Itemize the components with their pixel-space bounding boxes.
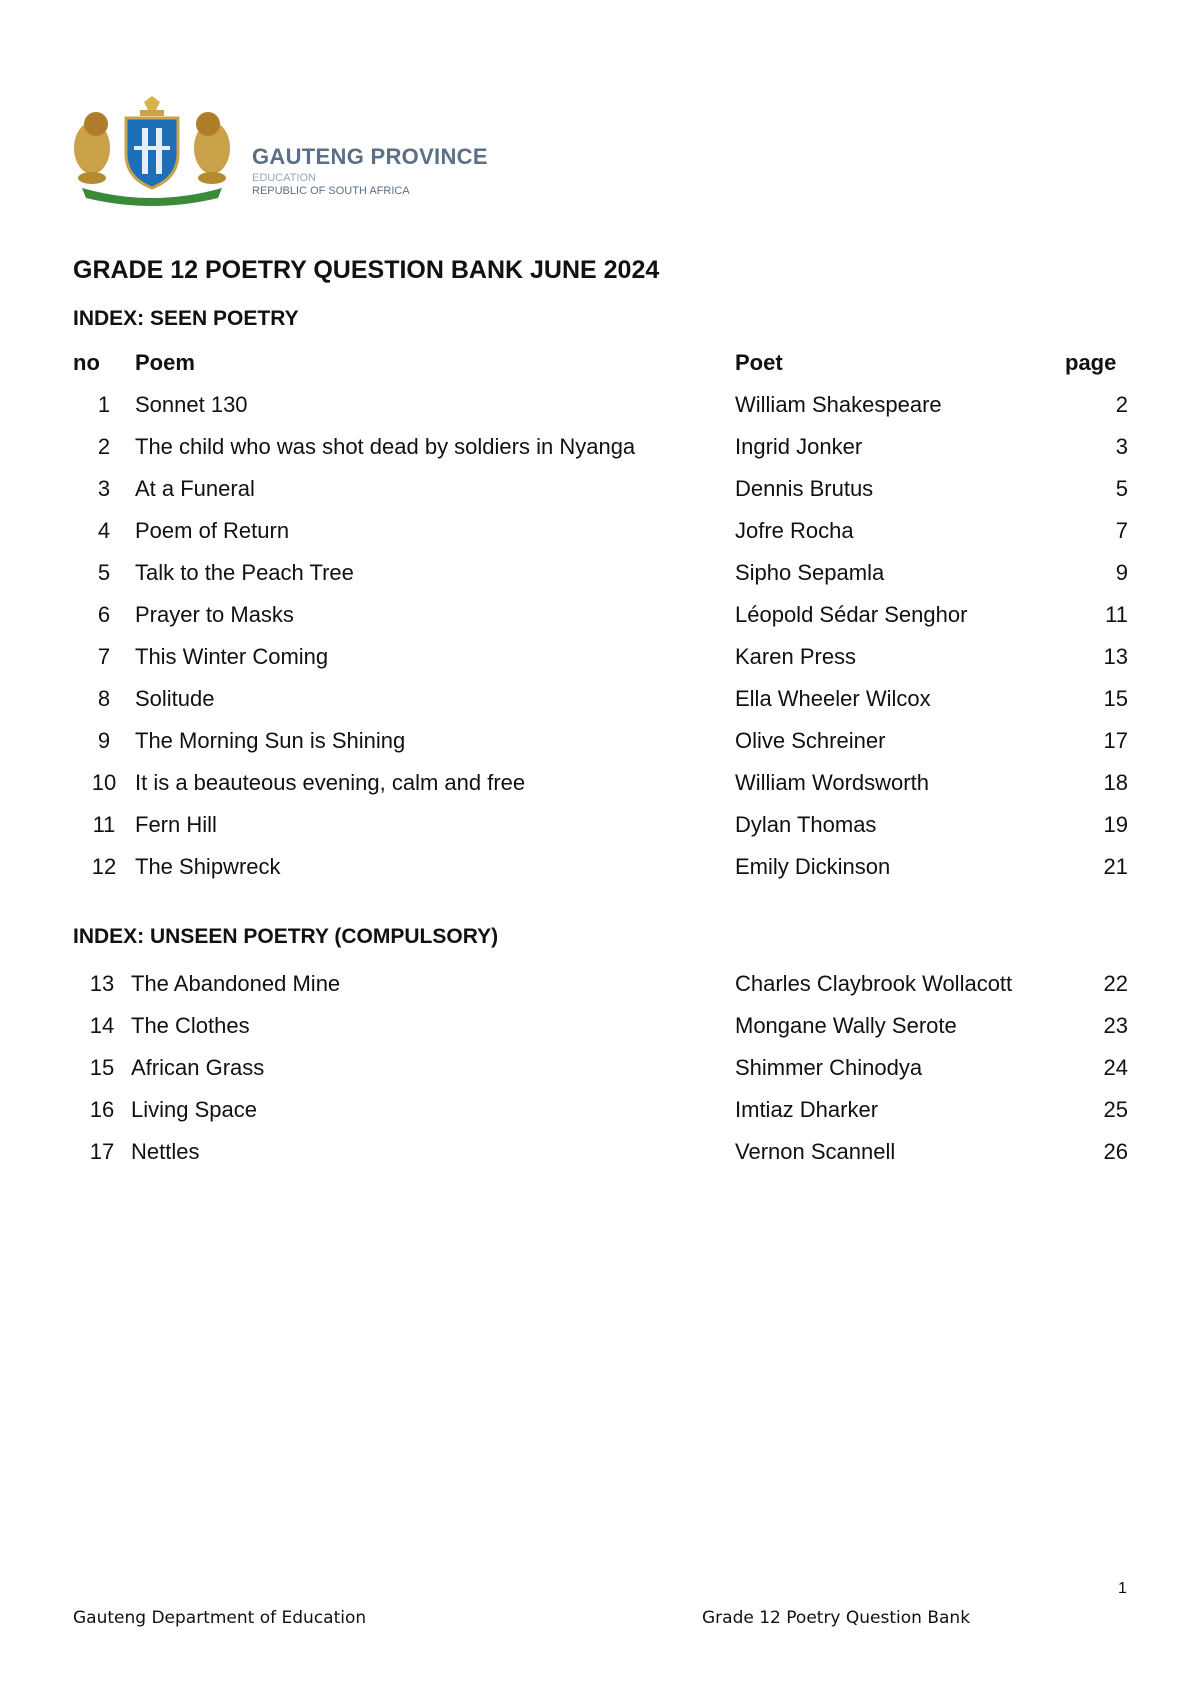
cell-poem: This Winter Coming [135, 644, 329, 669]
table-row [73, 804, 1128, 846]
page-title: GRADE 12 POETRY QUESTION BANK JUNE 2024 [73, 256, 660, 284]
cell-poem: The Shipwreck [135, 854, 281, 879]
cell-no: 1 [97, 392, 111, 417]
table-row [73, 426, 1128, 468]
cell-no: 15 [89, 1055, 115, 1080]
column-header-poet: Poet [735, 350, 783, 375]
cell-poet: Mongane Wally Serote [735, 1013, 957, 1038]
seen-poetry-rows [73, 384, 1128, 888]
cell-poet: Léopold Sédar Senghor [735, 602, 968, 627]
cell-page: 25 [1103, 1097, 1128, 1122]
cell-poet: Shimmer Chinodya [735, 1055, 923, 1080]
cell-page: 3 [1115, 434, 1128, 459]
cell-poet: Jofre Rocha [735, 518, 854, 543]
table-row [73, 384, 1128, 426]
unseen-poetry-table [73, 963, 1128, 1173]
column-header-poem: Poem [135, 350, 195, 375]
logo-text [252, 144, 488, 198]
seen-poetry-heading: INDEX: SEEN POETRY [73, 307, 299, 330]
unseen-poetry-heading: INDEX: UNSEEN POETRY (COMPULSORY) [73, 925, 499, 948]
cell-poem: Living Space [131, 1097, 257, 1122]
cell-page: 26 [1103, 1139, 1128, 1164]
cell-poem: Solitude [135, 686, 215, 711]
cell-poem: Poem of Return [135, 518, 290, 543]
cell-poet: Karen Press [735, 644, 857, 669]
cell-no: 17 [89, 1139, 115, 1164]
cell-poem: Talk to the Peach Tree [135, 560, 354, 585]
cell-poet: Dylan Thomas [735, 812, 877, 837]
cell-page: 13 [1103, 644, 1128, 669]
cell-poet: William Shakespeare [735, 392, 942, 417]
unseen-poetry-rows [73, 963, 1128, 1173]
cell-page: 18 [1103, 770, 1128, 795]
cell-poet: Ella Wheeler Wilcox [735, 686, 931, 711]
cell-no: 8 [97, 686, 111, 711]
cell-no: 9 [97, 728, 111, 753]
cell-no: 5 [97, 560, 111, 585]
cell-page: 22 [1103, 971, 1128, 996]
header-logo [62, 96, 522, 206]
table-row [73, 1047, 1128, 1089]
cell-no: 2 [97, 434, 111, 459]
cell-poem: The Clothes [131, 1013, 250, 1038]
table-row [73, 636, 1128, 678]
cell-page: 23 [1103, 1013, 1128, 1038]
cell-poem: The Abandoned Mine [131, 971, 341, 996]
table-row [73, 1005, 1128, 1047]
table-row [73, 510, 1128, 552]
logo-subtitle-education: EDUCATION [252, 172, 316, 184]
cell-no: 10 [91, 770, 117, 795]
cell-no: 3 [97, 476, 111, 501]
footer-right-text: Grade 12 Poetry Question Bank [702, 1608, 971, 1628]
cell-poet: William Wordsworth [735, 770, 929, 795]
cell-page: 9 [1115, 560, 1128, 585]
cell-page: 5 [1115, 476, 1128, 501]
cell-poet: Emily Dickinson [735, 854, 891, 879]
footer-left-text: Gauteng Department of Education [73, 1608, 367, 1628]
cell-poet: Olive Schreiner [735, 728, 886, 753]
cell-no: 12 [91, 854, 117, 879]
page-number: 1 [1118, 1580, 1127, 1597]
column-header-page: page [1065, 350, 1117, 375]
cell-page: 17 [1103, 728, 1128, 753]
cell-page: 11 [1105, 602, 1128, 627]
cell-poet: Charles Claybrook Wollacott [735, 971, 1013, 996]
cell-poem: The Morning Sun is Shining [135, 728, 406, 753]
table-row [73, 762, 1128, 804]
cell-page: 7 [1115, 518, 1128, 543]
cell-poem: Prayer to Masks [135, 602, 294, 627]
cell-poet: Imtiaz Dharker [735, 1097, 879, 1122]
cell-poet: Vernon Scannell [735, 1139, 896, 1164]
table-row [73, 1131, 1128, 1173]
cell-poem: Sonnet 130 [135, 392, 248, 417]
cell-page: 21 [1103, 854, 1128, 879]
cell-poem: It is a beauteous evening, calm and free [135, 770, 526, 795]
coat-of-arms-icon [62, 96, 242, 206]
cell-no: 6 [97, 602, 111, 627]
table-row [73, 720, 1128, 762]
cell-no: 7 [97, 644, 111, 669]
cell-page: 19 [1103, 812, 1128, 837]
cell-poem: The child who was shot dead by soldiers in Nyanga [135, 434, 636, 459]
table-row [73, 963, 1128, 1005]
cell-no: 14 [89, 1013, 115, 1038]
cell-page: 15 [1103, 686, 1128, 711]
cell-no: 16 [89, 1097, 115, 1122]
table-row [73, 552, 1128, 594]
logo-subtitle-country: REPUBLIC OF SOUTH AFRICA [252, 185, 410, 197]
cell-poet: Dennis Brutus [735, 476, 874, 501]
seen-poetry-table [73, 342, 1128, 888]
cell-poet: Ingrid Jonker [735, 434, 863, 459]
cell-page: 2 [1115, 392, 1128, 417]
cell-page: 24 [1103, 1055, 1128, 1080]
table-row [73, 1089, 1128, 1131]
cell-no: 13 [89, 971, 115, 996]
logo-title: GAUTENG PROVINCE [252, 144, 488, 169]
cell-poem: Nettles [131, 1139, 200, 1164]
column-header-no: no [73, 350, 100, 375]
cell-no: 11 [92, 812, 116, 837]
table-row [73, 846, 1128, 888]
table-row [73, 594, 1128, 636]
cell-poem: Fern Hill [135, 812, 217, 837]
cell-poem: African Grass [131, 1055, 265, 1080]
cell-no: 4 [97, 518, 111, 543]
cell-poem: At a Funeral [135, 476, 255, 501]
cell-poet: Sipho Sepamla [735, 560, 885, 585]
table-header-row [73, 342, 1128, 384]
table-row [73, 468, 1128, 510]
table-row [73, 678, 1128, 720]
